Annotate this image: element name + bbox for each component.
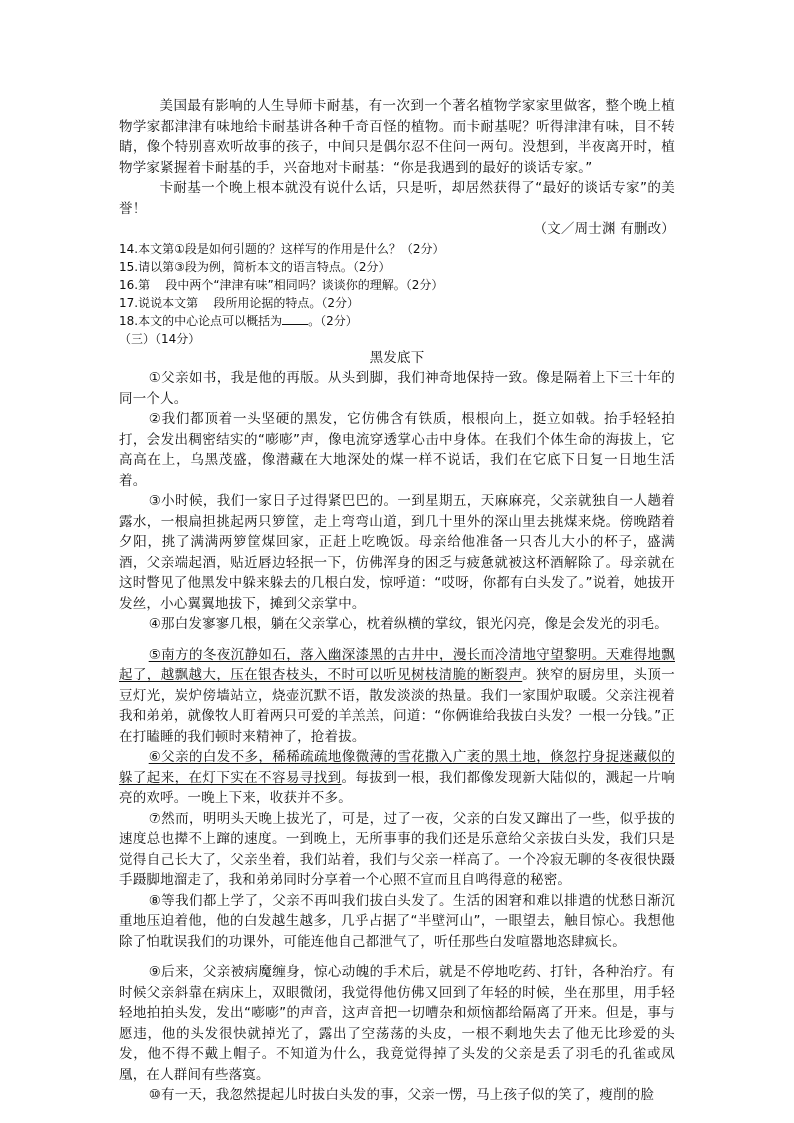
question-18-score: 。（2分） xyxy=(308,313,358,328)
source-note: （文／周士渊 有删改） xyxy=(533,221,675,237)
article-paragraph-5 xyxy=(119,645,675,748)
paragraph-text: 。每拔到一根，我们都像发现新大陆似的，溅起一片响亮的欢呼。一晚上下来，收获并不多。 xyxy=(119,769,675,806)
article-paragraph-9: ⑨后来，父亲被病魔缠身，惊心动魄的手术后，就是不停地吃药、打针，各种治疗。有时候父亲斜靠在病床上，双眼微闭，我觉得他仿佛又回到了年轻的时候，坐在那里，用手轻轻地拍拍头发，发出“嘭嘭”的声音，这声音把一切嘈杂和烦恼都给隔离了开来。但是，事与愿违，他的头发很快就掉光了，露出了空荡荡的头皮，一根不剩地失去了他无比珍爱的头发，他不得不戴上帽子。不知道为什么，我竟觉得掉了头发的父亲是丢了羽毛的孔雀或凤凰，在人群间有些落寞。 xyxy=(119,964,675,1083)
article-paragraph-10: ⑩有一天，我忽然提起儿时拔白头发的事，父亲一愣，马上孩子似的笑了，瘦削的脸 xyxy=(148,1087,655,1103)
question-15: 15.请以第③段为例，简析本文的语言特点。（2分） xyxy=(119,259,391,274)
underlined-sentence: ⑤南方的冬夜沉静如石，落入幽深漆黑的古井中，漫长而冷清地守望黎明。天难得地飘起了，越飘越大，压在银杏枝头，不时可以听见树枝清脆的断裂声 xyxy=(119,646,675,683)
article-paragraph-6 xyxy=(119,747,675,809)
article-paragraph-1: ①父亲如书，我是他的再版。从头到脚，我们神奇地保持一致。像是隔着上下三十年的同一个人。 xyxy=(119,370,675,407)
question-18-text: 18.本文的中心论点可以概括为 xyxy=(119,313,283,328)
article-paragraph-2: ②我们都顶着一头坚硬的黑发，它仿佛含有铁质，根根向上，挺立如戟。抬手轻轻拍打，会发出稠密结实的“嘭嘭”声，像电流穿透掌心击中身体。在我们个体生命的海拔上，它高高在上，乌黑茂盛，像潜藏在大地深处的煤一样不说话，我们在它底下日复一日地生活着。 xyxy=(119,411,675,489)
article-paragraph-7: ⑦然而，明明头天晚上拔光了，可是，过了一夜，父亲的白发又蹿出了一些，似乎拔的速度总也撵不上蹿的速度。一到晚上，无所事事的我们还是乐意给父亲拔白头发，我们只是觉得自己长大了，父亲坐着，我们站着，我们与父亲一样高了。一个冷寂无聊的冬夜很快蹑手蹑脚地溜走了，我和弟弟同时分享着一个心照不宣而且自鸣得意的秘密。 xyxy=(119,810,675,888)
question-18 xyxy=(119,312,675,330)
paragraph-text: 。狭窄的厨房里，头顶一豆灯光，炭炉傍墙站立，烧壶沉默不语，散发淡淡的热量。我们一家围炉取暖。父亲注视着我和弟弟，就像牧人盯着两只可爱的羊羔羔，问道：“你俩谁给我拔白头发？一根一分钱。”正在打瞌睡的我们顿时来精神了，抢着拔。 xyxy=(119,667,675,745)
passage-paragraph: 美国最有影响的人生导师卡耐基，有一次到一个著名植物学家家里做客，整个晚上植物学家都津津有味地给卡耐基讲各种千奇百怪的植物。而卡耐基呢？听得津津有味，目不转睛，像个特别喜欢听故事的孩子，中间只是偶尔忍不住问一两句。没想到，半夜离开时，植物学家紧握着卡耐基的手，兴奋地对卡耐基：“你是我遇到的最好的谈话专家。” xyxy=(119,98,675,176)
underlined-sentence: ⑥父亲的白发不多，稀稀疏疏地像微薄的雪花撒入广袤的黑土地，倏忽拧身捉迷藏似的躲了起来，在灯下实在不容易寻找到 xyxy=(119,749,675,786)
article-paragraph-3: ③小时候，我们一家日子过得紧巴巴的。一到星期五，天麻麻亮，父亲就独自一人趟着露水，一根扁担挑起两只箩筐，走上弯弯山道，到几十里外的深山里去挑煤来烧。傍晚踏着夕阳，挑了满满两箩筐煤回家，正赶上吃晚饭。母亲给他准备一只杏儿大小的杯子，盛满酒，父亲端起酒，贴近唇边轻抿一下，仿佛浑身的困乏与疲惫就被这杯酒解除了。母亲就在这时瞥见了他黑发中躲来躲去的几根白发，惊呼道：“哎呀，你都有白头发了。”说着，她拔开发丝，小心翼翼地拔下，摊到父亲掌中。 xyxy=(119,493,675,612)
passage-paragraph: 卡耐基一个晚上根本就没有说什么话，只是听，却居然获得了“最好的谈话专家”的美誉！ xyxy=(119,180,675,217)
section-heading: （三）（14分） xyxy=(119,331,201,346)
answer-blank[interactable] xyxy=(282,312,308,325)
article-title: 黑发底下 xyxy=(369,349,425,366)
question-14: 14.本文第①段是如何引题的？这样写的作用是什么？（2分） xyxy=(119,241,445,256)
question-17: 17.说说本文第 段所用论据的特点。（2分） xyxy=(119,295,359,310)
question-16: 16.第 段中两个“津津有味”相同吗？谈谈你的理解。（2分） xyxy=(119,277,444,292)
document-page xyxy=(119,96,675,1106)
article-paragraph-4: ④那白发寥寥几根，躺在父亲掌心，枕着纵横的掌纹，银光闪亮，像是会发光的羽毛。 xyxy=(148,616,668,632)
article-paragraph-8: ⑧等我们都上学了，父亲不再叫我们拔白头发了。生活的困窘和难以排遣的忧愁日渐沉重地压迫着他，他的白发越生越多，几乎占据了“半壁河山”，一眼望去，触目惊心。我想他除了怕耽误我们的功课外，可能连他自己都泄气了，听任那些白发喧嚣地恣肆疯长。 xyxy=(119,892,675,950)
